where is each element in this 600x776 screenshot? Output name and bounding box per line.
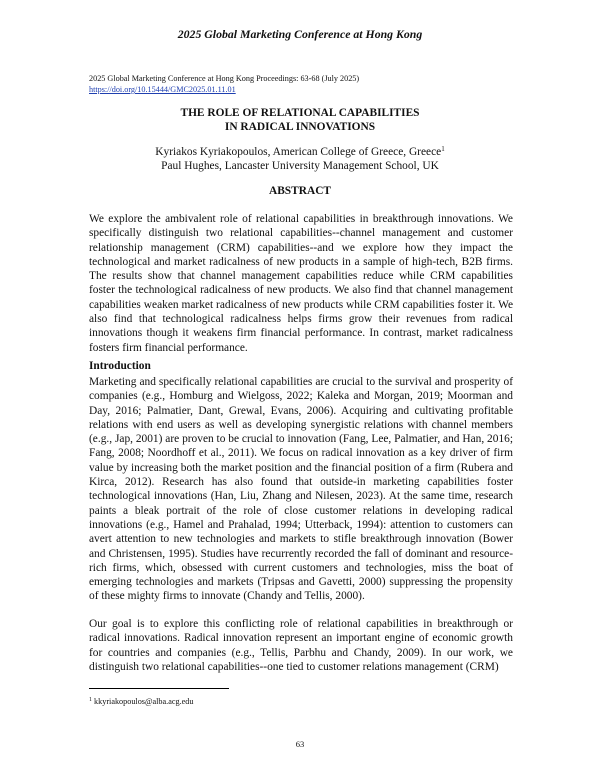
- introduction-heading: Introduction: [89, 360, 151, 372]
- introduction-paragraph-1: Marketing and specifically relational capabilities are crucial to the survival and prosperity of companies (e.g., Homburg and Wielgoss, 2022; Kaleka and Morgan, 2019; Moorman and Day, 2016; Palmatier, Dant, Grewal, Evans, 2006). Acquiring and cultivating profitable relations with end users as well as developing synergistic relations with channel members (e.g., Jap, 2001) are proven to be crucial to innovation (Fang, Lee, Palmatier, and Han, 2016; Fang, 2008; Noordhoff et al., 2011). We focus on radical innovation as a key driver of firm value by increasing both the market position and the financial position of a firm (Rubera and Kirca, 2012). Research has also found that outside-in marketing capabilities foster technological innovations (Han, Liu, Zhang and Nilesen, 2023). At the same time, research paints a bleak portrait of the role of close customer relations in developing radical innovations (e.g., Hamel and Prahalad, 1994; Utterback, 1994): attention to customers can avert attention to new technologies and markets to stifle breakthrough innovation (Bower and Christensen, 1995). Studies have recurrently recorded the fall of dominant and resource-rich firms, which, obsessed with current customers and technologies, miss the boat of emerging technologies and markets (Tripsas and Gavetti, 2000) suppressing the propensity of these mighty firms to innovate (Chandy and Tellis, 2000).: [89, 376, 513, 603]
- footnote-mark: 1: [89, 697, 92, 703]
- title-line-2: IN RADICAL INNOVATIONS: [224, 120, 376, 133]
- proceedings-citation: 2025 Global Marketing Conference at Hong Kong Proceedings: 63-68 (July 2025): [89, 74, 360, 83]
- page-number: 63: [295, 739, 305, 749]
- abstract-heading: ABSTRACT: [268, 185, 332, 197]
- footnote-divider: [89, 688, 229, 689]
- footnote: [89, 697, 193, 706]
- footnote-marker: 1: [441, 145, 445, 153]
- introduction-paragraph-2: Our goal is to explore this conflicting role of relational capabilities in breakthrough or radical innovations. Radical innovation represent an important engine of economic growth for countries and companies (e.g., Tellis, Parbhu and Chandy, 2009). In our work, we distinguish two relational capabilities--one tied to customer relations management (CRM): [89, 618, 513, 673]
- footnote-email: kkyriakopoulos@alba.acg.edu: [92, 697, 194, 706]
- title-line-1: THE ROLE OF RELATIONAL CAPABILITIES: [180, 107, 420, 119]
- author-1-name: Kyriakos Kyriakopoulos, American College of Greece, Greece: [155, 146, 442, 158]
- abstract-body: We explore the ambivalent role of relational capabilities in breakthrough innovations. We specifically distinguish two relational capabilities--channel management and customer relationship management (CRM) capabilities--and we explore how they impact the technological and market radicalness of new products in a sample of high-tech, B2B firms. The results show that channel management capabilities reduce while CRM capabilities foster the technological radicalness of new products. We also find that channel management capabilities weaken market radicalness of new products while CRM capabilities foster it. We also find that technological radicalness helps firms grow their revenues from radical innovations though it weakens firm financial performance. In contrast, market radicalness fosters firm financial performance.: [89, 213, 513, 354]
- proceedings-info: [89, 73, 359, 95]
- author-list: [0, 146, 600, 173]
- author-2: Paul Hughes, Lancaster University Management School, UK: [161, 159, 439, 172]
- doi-link[interactable]: https://doi.org/10.15444/GMC2025.01.11.01: [89, 85, 236, 94]
- author-1: [0, 146, 600, 160]
- paper-title: [0, 107, 600, 134]
- conference-header: 2025 Global Marketing Conference at Hong Kong: [177, 27, 423, 41]
